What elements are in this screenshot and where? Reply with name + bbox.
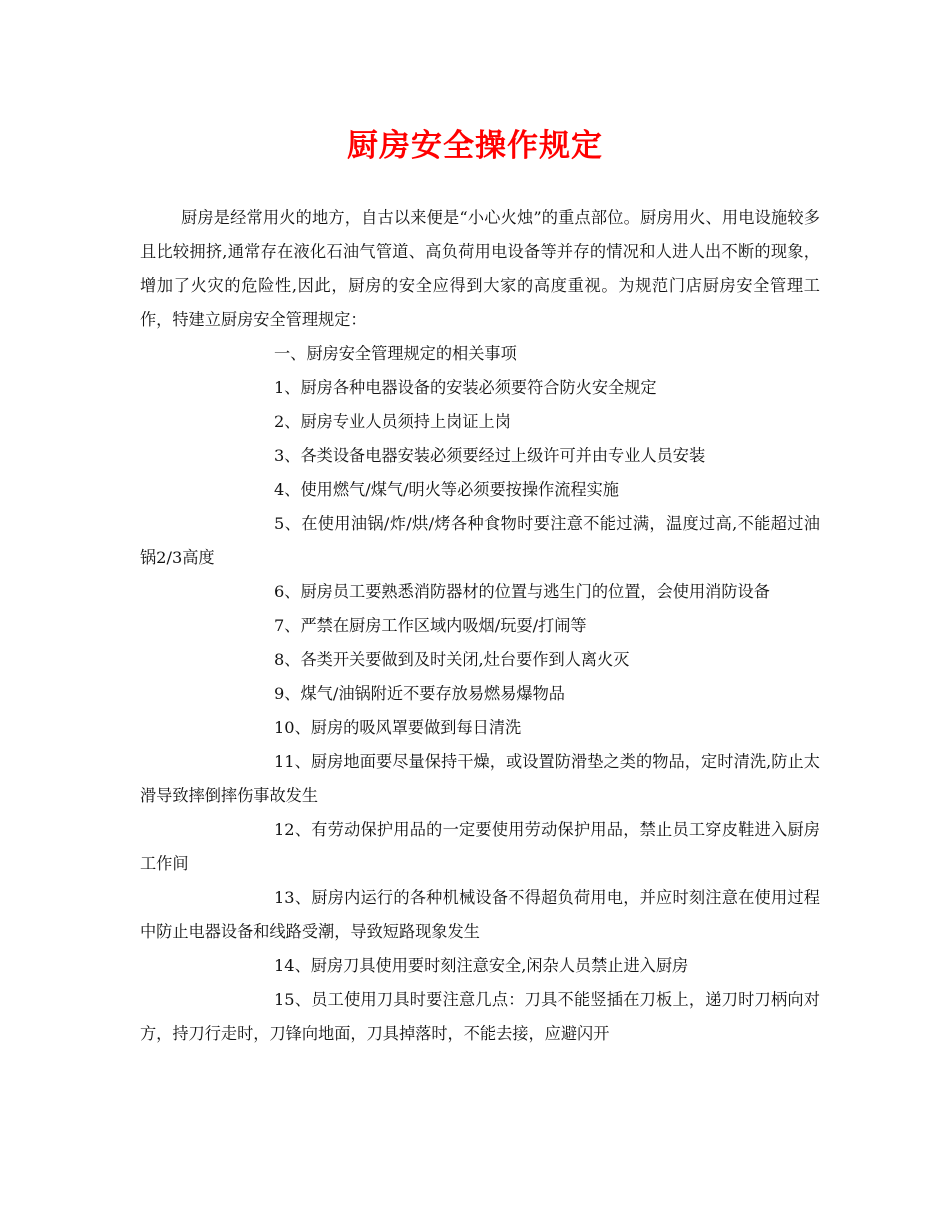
list-item: 14、厨房刀具使用要时刻注意安全,闲杂人员禁止进入厨房 bbox=[274, 956, 689, 975]
intro-paragraph: 厨房是经常用火的地方，自古以来便是“小心火烛”的重点部位。厨房用火、用电设施较多且比较拥挤,通常存在液化石油气管道、高负荷用电设备等并存的情况和人进人出不断的现象， 增加了火灾的危险性,因此，厨房的安全应得到大家的高度重视。为规范门店厨房安全管理工作，特建立厨房安全管理规定： bbox=[140, 208, 820, 329]
list-item: 10、厨房的吸风罩要做到每日清洗 bbox=[274, 718, 522, 737]
list-item: 5、在使用油锅/炸/烘/烤各种食物时要注意不能过满，温度过高,不能超过油锅2/3高度 bbox=[140, 514, 820, 567]
list-item: 11、厨房地面要尽量保持干燥，或设置防滑垫之类的物品，定时清洗,防止太滑导致摔倒摔伤事故发生 bbox=[140, 752, 820, 805]
list-item: 4、使用燃气/煤气/明火等必须要按操作流程实施 bbox=[274, 480, 619, 499]
list-item: 8、各类开关要做到及时关闭,灶台要作到人离火灭 bbox=[274, 650, 630, 669]
list-item: 9、煤气/油锅附近不要存放易燃易爆物品 bbox=[274, 684, 565, 703]
document-title: 厨房安全操作规定 bbox=[347, 128, 603, 164]
list-item: 1、厨房各种电器设备的安装必须要符合防火安全规定 bbox=[274, 378, 657, 397]
list-item: 3、各类设备电器安装必须要经过上级许可并由专业人员安装 bbox=[274, 446, 706, 465]
section-heading: 一、厨房安全管理规定的相关事项 bbox=[274, 344, 517, 363]
list-item: 15、员工使用刀具时要注意几点：刀具不能竖插在刀板上，递刀时刀柄向对方，持刀行走时，刀锋向地面，刀具掉落时，不能去接，应避闪开 bbox=[140, 990, 820, 1043]
list-item: 7、严禁在厨房工作区域内吸烟/玩耍/打闹等 bbox=[274, 616, 587, 635]
list-item: 6、厨房员工要熟悉消防器材的位置与逃生门的位置，会使用消防设备 bbox=[274, 582, 770, 601]
document-body bbox=[140, 201, 820, 1051]
list-item: 2、厨房专业人员须持上岗证上岗 bbox=[274, 412, 511, 431]
list-item: 13、厨房内运行的各种机械设备不得超负荷用电，并应时刻注意在使用过程中防止电器设备和线路受潮，导致短路现象发生 bbox=[140, 888, 820, 941]
list-item: 12、有劳动保护用品的一定要使用劳动保护用品，禁止员工穿皮鞋进入厨房工作间 bbox=[140, 820, 820, 873]
